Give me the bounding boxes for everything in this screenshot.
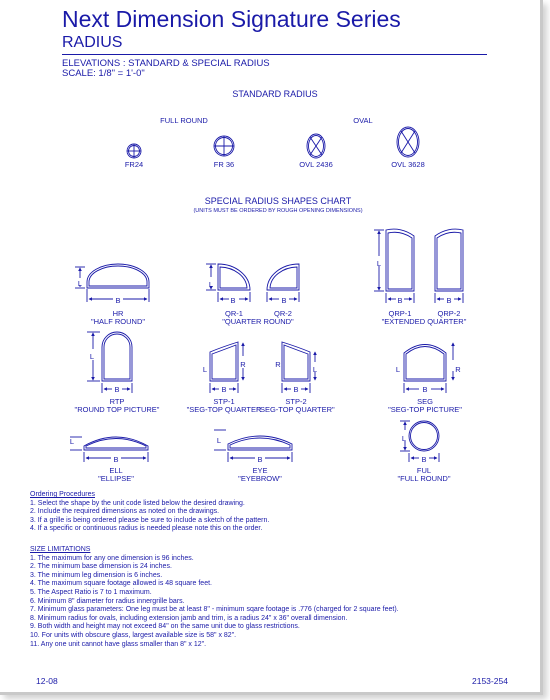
dim-b-hr: B [115,296,121,305]
qrp-name: "EXTENDED QUARTER" [381,317,467,326]
dim-l-ell: L [69,437,75,446]
seg-code: SEG [417,397,433,406]
special-shapes-note: (UNITS MUST BE ORDERED BY ROUGH OPENING DIMENSIONS) [193,208,363,214]
scale-label: SCALE: 1/8" = 1'-0" [62,68,145,79]
footer-page-number: 2153-254 [472,676,508,686]
dim-b-qrp2: B [446,296,452,305]
dim-r-seg: R [455,365,461,374]
size-item: 11. Any one unit cannot have glass smaller than 8" x 12". [30,640,207,648]
full-round-label: FULL ROUND [160,116,208,125]
page-title: Next Dimension Signature Series [62,6,401,32]
footer-date: 12-08 [36,676,58,686]
standard-radius-heading: STANDARD RADIUS [232,89,318,99]
hr-name: "HALF ROUND" [90,317,146,326]
ful-name: "FULL ROUND" [397,474,451,483]
dim-l-stp2: L [312,365,318,374]
qrp2-code: QRP-2 [437,309,461,318]
dim-b-ell: B [113,455,119,464]
qrp1-drawing [374,229,414,303]
fr24-drawing [127,144,141,158]
dim-b-rtp: B [114,385,120,394]
dim-l-qrp1: L [376,259,382,268]
dim-b-qrp1: B [397,296,403,305]
qr1-code: QR-1 [225,309,243,318]
ovl3628-label: OVL 3628 [391,160,425,169]
qr-name: "QUARTER ROUND" [222,317,294,326]
ordering-item: 1. Select the shape by the unit code listed below the desired drawing. [30,499,245,507]
ful-code: FUL [416,466,432,475]
size-item: 3. The minimum leg dimension is 6 inches. [30,571,163,579]
qr1-drawing [206,264,250,302]
qr2-code: QR-2 [274,309,292,318]
rtp-drawing [87,332,132,393]
size-item: 1. The maximum for any one dimension is 96 inches. [30,554,194,562]
stp2-code: STP-2 [285,397,307,406]
stp1-code: STP-1 [213,397,235,406]
dim-l-qr1: L [208,280,214,289]
seg-drawing [404,343,453,393]
dim-l-stp1: L [202,365,208,374]
size-item: 2. The minimum base dimension is 24 inches. [30,563,172,571]
size-item: 9. Both width and height may not exceed 84" on the same unit due to glass restrictions. [30,623,300,631]
ovl3628-drawing [397,127,419,157]
seg-name: "SEG-TOP PICTURE" [388,405,462,414]
dim-b-ful: B [421,455,427,464]
dim-r-stp1: R [240,360,246,369]
eye-code: EYE [252,466,268,475]
size-item: 6. Minimum 8" diameter for radius innergrille bars. [30,597,185,605]
dim-b-seg: B [422,385,428,394]
size-item: 8. Minimum radius for ovals, including extension jamb and trim, is a radius 24" x 36" overall dimension. [30,614,348,622]
page-subtitle: RADIUS [62,34,123,51]
ell-name: "ELLIPSE" [98,474,134,483]
ell-code: ELL [109,466,123,475]
ordering-item: 3. If a grille is being ordered please be sure to include a sketch of the pattern. [30,516,270,524]
special-shapes-heading: SPECIAL RADIUS SHAPES CHART [204,196,352,206]
ordering-heading: Ordering Procedures [30,491,95,498]
dim-b-qr1: B [230,296,236,305]
size-limitations [30,546,399,649]
stp2-drawing [282,342,318,393]
oval-label: OVAL [353,116,373,125]
ordering-item: 2. Include the required dimensions as noted on the drawings. [30,508,220,516]
ordering-procedures [30,491,269,534]
size-item: 7. Minimum glass parameters: One leg must be at least 8" - minimum sqare footage is .776 (charged for 2 square feet). [30,606,399,614]
stp1-drawing [210,342,246,393]
dim-b-stp2: B [293,385,299,394]
dim-b-eye: B [257,455,263,464]
size-item: 5. The Aspect Ratio is 7 to 1 maximum. [30,588,152,596]
dim-l-seg: L [395,365,401,374]
fr36-label: FR 36 [213,160,235,169]
dim-l-hr: L [77,279,83,288]
dim-b-stp1: B [221,385,227,394]
hr-drawing [75,264,149,302]
qr2-drawing [267,264,299,302]
rtp-code: RTP [109,397,125,406]
ovl2436-label: OVL 2436 [299,160,333,169]
size-item: 4. The maximum square footage allowed is 48 square feet. [30,580,212,588]
dim-r-stp2: R [275,360,281,369]
stp2-name: "SEG-TOP QUARTER" [257,405,335,414]
dim-l-ful: L [401,434,407,443]
dim-l-eye: L [216,436,222,445]
size-item: 10. For units with obscure glass, largest available size is 58" x 82". [30,631,237,639]
stp1-name: "SEG-TOP QUARTER [186,405,262,414]
rtp-name: "ROUND TOP PICTURE" [74,405,160,414]
ell-drawing [70,437,148,462]
fr24-label: FR24 [124,160,144,169]
ovl2436-drawing [307,134,325,158]
ful-drawing [400,421,439,462]
eye-drawing [214,430,292,462]
size-heading: SIZE LIMITATIONS [30,546,91,553]
eye-name: "EYEBROW" [238,474,282,483]
ordering-item: 4. If a specific or continuous radius is needed please note this on the order. [30,525,263,533]
dim-l-rtp: L [89,352,95,361]
hr-code: HR [112,309,124,318]
elevations-label: ELEVATIONS : STANDARD & SPECIAL RADIUS [62,58,270,69]
fr36-drawing [214,136,234,156]
dim-b-qr2: B [281,296,287,305]
qrp1-code: QRP-1 [388,309,412,318]
qrp2-drawing [435,229,463,303]
